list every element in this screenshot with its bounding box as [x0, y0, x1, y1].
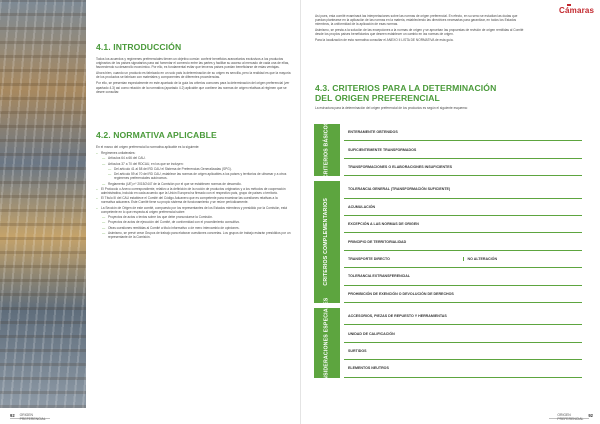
right-top-text — [315, 14, 525, 45]
normativa-item: — Artículos 64 a 66 del CAU. — [96, 156, 292, 160]
criteria-row: PROHIBICIÓN DE EXENCIÓN O DEVOLUCIÓN DE DERECHOS — [344, 286, 582, 303]
criteria-rows — [344, 124, 582, 176]
criteria-rows — [344, 181, 582, 303]
normativa-item: – El Protocolo o Anexo correspondiente, relativo a la definición de la noción de productos originarios y a los métodos de cooperación administrativa, incluido en cada acuerdo que la Unión Europea ha firmado con el respectivo país, grupo de países o territorio. — [96, 187, 292, 195]
criteria-band — [314, 121, 340, 179]
criteria-row-label: NO ALTERACIÓN — [463, 257, 583, 261]
paragraph: La estructura para la determinación del origen preferencial de los productos es según el siguiente esquema: — [315, 106, 468, 110]
criteria-row — [344, 251, 582, 268]
normativa-item: — Proyectos de actos o textos sobre los que debe pronunciarse la Comisión. — [96, 215, 292, 219]
paragraph: Por ello, se presentan especialmente en este apartado de la guía los criterios comunes para la determinación del origen preferencial (ver apartado 4.3) así como relación de la normativa (apartado 4.2) aplicable que contiene las normas de origen relativas al régimen que se desee consultar. — [96, 81, 290, 94]
section-title-normativa: 4.2. NORMATIVA APLICABLE — [96, 130, 217, 140]
section-title-introduccion: 4.1. INTRODUCCIÓN — [96, 42, 182, 52]
criteria-band — [314, 181, 340, 303]
criterios-intro — [315, 106, 581, 112]
criteria-band — [314, 297, 340, 389]
criteria-row: UNIDAD DE CALIFICACIÓN — [344, 325, 582, 342]
normativa-item: — Asimismo, se prevé crear Grupos de trabajo para elaborar cuestiones concretas. Los grupos de trabajo estarán presididos por un representante de la Comisión. — [96, 231, 292, 239]
criteria-band-label: CONSIDERACIONES ESPECIALES — [323, 297, 330, 389]
paragraph: Para la localización de esta normativa consultar el ANEXO II LISTA DE NORMATIVA de esta guía. — [315, 38, 454, 43]
criteria-row: ACUMULACIÓN — [344, 199, 582, 216]
criteria-row: ACCESORIOS, PIEZAS DE REPUESTO Y HERRAMIENTAS — [344, 308, 582, 325]
footer-right — [549, 414, 593, 422]
camaras-logo: Cámaras — [559, 6, 595, 15]
normativa-item: – El Título III del CAU establece el Comité del Código Aduanero que es competente para examinar las cuestiones relativas a la normativa aduanera. Este Comité tiene su propio sistema de funcionamiento y se reúne periódicamente. — [96, 196, 292, 204]
normativa-item: — Proyectos de actos de ejecución del Comité, de conformidad con el procedimiento consultivo. — [96, 220, 292, 224]
normativa-intro: En el marco del origen preferencial la normativa aplicable es la siguiente: — [96, 145, 200, 149]
criteria-row: ELEMENTOS NEUTROS — [344, 360, 582, 377]
normativa-item: – La Sección de Origen de este comité, compuesto por los representantes de los Estados miembros y presidido por la Comisión, está competente en lo que respecta al origen preferencial sobre: — [96, 206, 292, 214]
normativa-item: — Del artículo 59 al 70 del RD CAU, establece las normas de origen aplicables a los países y territorios de ultramar y a otros regímenes preferenciales autónomos. — [96, 172, 292, 180]
warehouse-photo — [0, 0, 86, 408]
normativa-list — [96, 145, 292, 240]
footer-line-2: PREFERENCIAL — [557, 416, 584, 421]
normativa-item: – Regímenes unilaterales: — [96, 151, 292, 155]
footer-line-1: ORIGEN — [19, 413, 34, 417]
intro-text — [96, 57, 292, 96]
criteria-band-label: CRITERIOS BÁSICOS — [323, 121, 330, 179]
paragraph: Asimismo, se presta a la solución de las excepciones a la normas de origen y se aprueban las propuestas de revisión de origen remitidas al Comité desde los propios países beneficiarios que deseen establecer un cambio en las normas de origen. — [315, 28, 524, 37]
page-number: 92 — [10, 413, 15, 418]
section-title-criterios: 4.3. CRITERIOS PARA LA DETERMINACIÓN DEL ORIGEN PREFERENCIAL — [315, 83, 497, 103]
criteria-rows — [344, 308, 582, 378]
paragraph: Todos los acuerdos y regímenes preferenciales tienen un objetivo común: conferir beneficios arancelarios exclusivos a los productos originarios de los países signatarios para así fomentar el comercio entre las partes y facilitar su acceso al mercado de cada una de ellas, favoreciendo su desarrollo económico. Por ello, es fundamental evitar que terceros países puedan beneficiarse de estas ventajas. — [96, 57, 290, 70]
criteria-row: PRINCIPIO DE TERRITORIALIDAD — [344, 233, 582, 250]
paragraph: Ahora bien, cuando un producto es fabricado en un solo país la determinación de su origen es sencilla, pero la realidad es que la mayoría de los productos se fabrican con materiales y componentes de diferentes procedencias. — [96, 71, 291, 80]
criteria-row: TOLERANCIA GENERAL (TRANSFORMACIÓN SUFICIENTE) — [344, 181, 582, 198]
normativa-item: — Otras cuestiones remitidas al Comité a título informativo o de mero intercambio de opiniones. — [96, 226, 292, 230]
criteria-row-label: TRANSPORTE DIRECTO — [348, 256, 390, 261]
footer-line-1: ORIGEN — [557, 413, 571, 417]
criteria-table — [314, 121, 582, 394]
criteria-row: SUFICIENTEMENTE TRANSFORMADOS — [344, 141, 582, 158]
criteria-band-label: CRITERIOS COMPLEMENTARIOS — [323, 198, 330, 286]
page-number: 92 — [588, 413, 593, 418]
paragraph: Así pues, esta comité examinará las interpretaciones sobre las normas de origen preferencial. En efecto, en su seno se estudian las dudas que puedan plantearse en la aplicación de las normas en la materia, estableciendo las directrices necesarias para garantizar, en todos los Estados miembros, la uniformidad de la aplicación de esas normas. — [315, 14, 518, 27]
normativa-item: — Artículos 37 a 70 del RDCAU, en los que se incluyen: — [96, 162, 292, 166]
criteria-row: ENTERAMENTE OBTENIDOS — [344, 124, 582, 141]
footer-left — [10, 414, 46, 422]
normativa-item: — Del artículo 41 al 58 del RD CAU el Sistema de Preferencias Generalizadas (SPG). — [96, 167, 292, 171]
footer-line-2: PREFERENCIAL — [19, 416, 46, 421]
criteria-row: TRANSFORMACIONES O ELABORACIONES INSUFICIENTES — [344, 159, 582, 176]
criteria-row: EXCEPCIÓN A LAS NORMAS DE ORIGEN — [344, 216, 582, 233]
criteria-row: TOLERANCIA EXTRANSFERENCIAL — [344, 268, 582, 285]
criteria-row: SURTIDOS — [344, 343, 582, 360]
normativa-item: — Reglamento (UE) nº 2015/2447 de la Comisión por el que se establecen normas de desarrollo. — [96, 182, 292, 186]
